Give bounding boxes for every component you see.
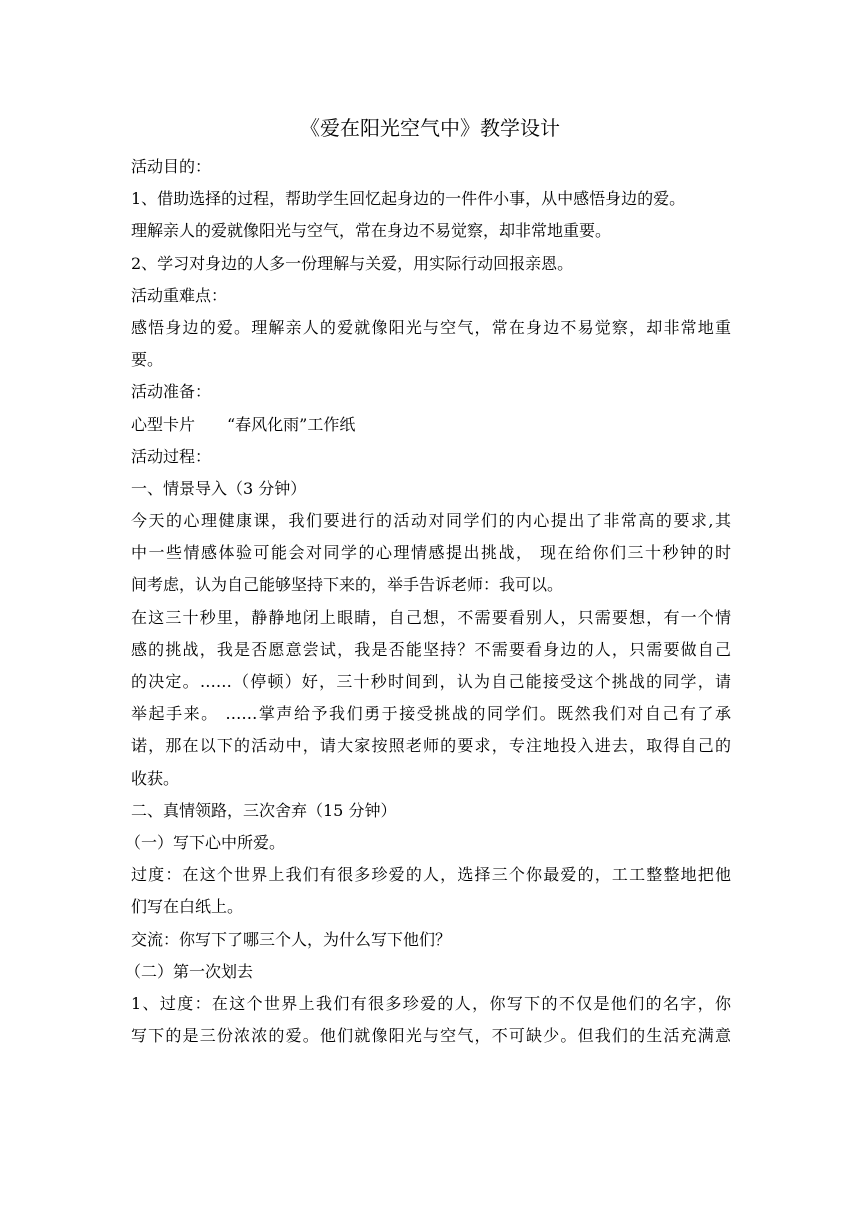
section-heading-key-points: 活动重难点：	[131, 285, 228, 305]
paragraph-line: 的决定。……（停顿）好，三十秒时间到，认为自己能接受这个挑战的同学，请	[131, 672, 731, 691]
paragraph-line: 收获。	[131, 768, 180, 788]
subsection-heading: （二）第一次划去	[125, 961, 254, 981]
section-heading-intro: 一、情景导入（3 分钟）	[131, 478, 307, 498]
section-heading-purpose: 活动目的：	[131, 157, 212, 176]
subsection-heading: （一）写下心中所爱。	[125, 832, 286, 852]
paragraph-line: 感的挑战，我是否愿意尝试，我是否能坚持？不需要看身边的人，只需要做自己	[131, 639, 731, 659]
paragraph-line: 间考虑，认为自己能够坚持下来的，举手告诉老师：我可以。	[131, 575, 564, 595]
paragraph-line: 写下的是三份浓浓的爱。他们就像阳光与空气，不可缺少。但我们的生活充满意	[131, 1026, 731, 1046]
paragraph-line: 理解亲人的爱就像阳光与空气，常在身边不易觉察，却非常地重要。	[131, 221, 612, 241]
paragraph-line: 在这三十秒里，静静地闭上眼睛，自己想，不需要看别人，只需要想，有一个情	[131, 607, 731, 627]
paragraph-line: 1、过度：在这个世界上我们有很多珍爱的人，你写下的不仅是他们的名字，你	[131, 993, 731, 1013]
paragraph-line: 中一些情感体验可能会对同学的心理情感提出挑战， 现在给你们三十秒钟的时	[131, 543, 731, 563]
paragraph-line: 心型卡片 “春风化雨”工作纸	[131, 414, 356, 434]
document-body	[125, 151, 731, 1052]
paragraph-line: 举起手来。 ……掌声给予我们勇于接受挑战的同学们。既然我们对自己有了承	[131, 704, 731, 724]
section-heading-preparation: 活动准备：	[131, 382, 212, 402]
paragraph-line: 们写在白纸上。	[131, 897, 244, 917]
paragraph-line: 今天的心理健康课，我们要进行的活动对同学们的内心提出了非常高的要求,其	[131, 511, 731, 531]
paragraph-line: 1、借助选择的过程，帮助学生回忆起身边的一件件小事，从中感悟身边的爱。	[131, 189, 686, 209]
paragraph-line: 诺，那在以下的活动中，请大家按照老师的要求，专注地投入进去，取得自己的	[131, 736, 731, 756]
paragraph-line: 过度：在这个世界上我们有很多珍爱的人，选择三个你最爱的，工工整整地把他	[131, 865, 731, 885]
paragraph-line: 要。	[131, 350, 164, 370]
paragraph-line: 2、学习对身边的人多一份理解与关爱，用实际行动回报亲恩。	[131, 253, 574, 273]
paragraph-line: 感悟身边的爱。理解亲人的爱就像阳光与空气，常在身边不易觉察，却非常地重	[131, 317, 731, 337]
section-heading-three-choices: 二、真情领路，三次舍弃（15 分钟）	[131, 800, 397, 820]
document-title: 《爱在阳光空气中》教学设计	[300, 116, 560, 140]
section-heading-process: 活动过程：	[131, 446, 212, 466]
paragraph-line: 交流：你写下了哪三个人，为什么写下他们？	[131, 929, 452, 949]
